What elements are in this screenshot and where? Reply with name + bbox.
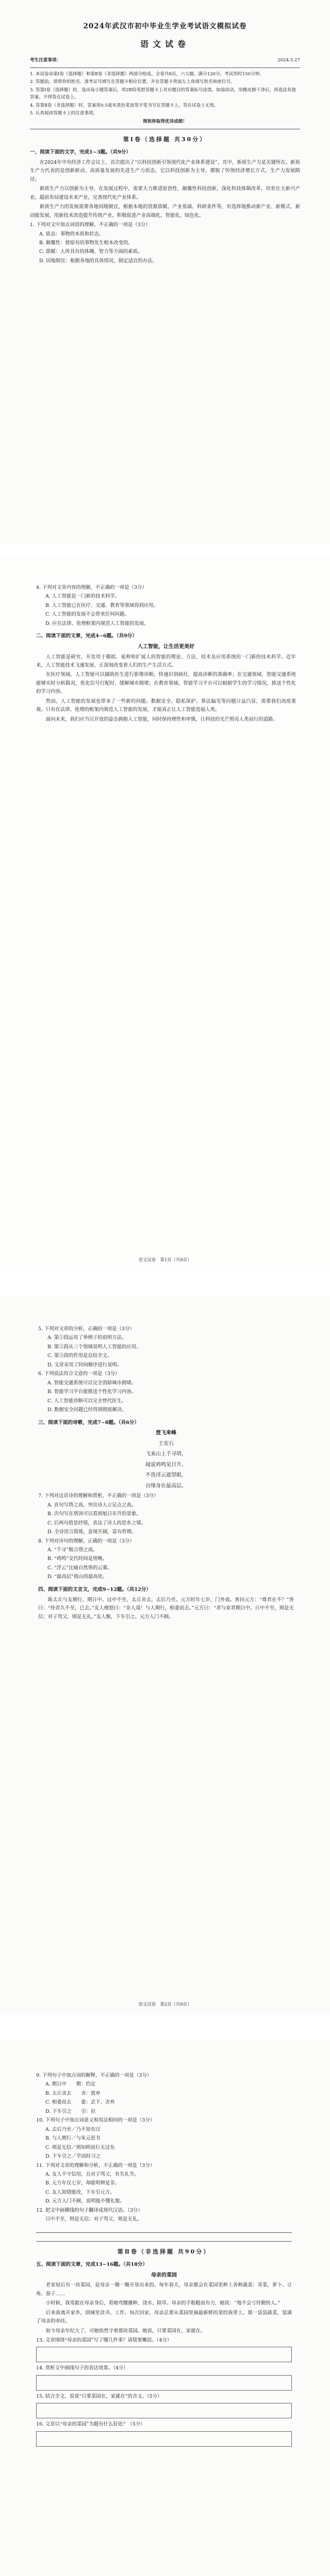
- option-a: A. “千寻”极言塔之高。: [47, 1547, 98, 1553]
- option-c: C. 人工智能诊断可以完全替代医生。: [47, 1398, 127, 1404]
- passage-paragraph: 面向未来，我们应当以开放的姿态拥抱人工智能，同时保持理性和审慎，让科技的光芒照亮人类前行的道路。: [45, 716, 278, 722]
- question-stem: 14. 赏析文中画线句子的表达效果。（4分）: [36, 2365, 128, 2371]
- translation-sentence: 日中不至，则是无信；对子骂父，则是无礼。: [45, 2216, 142, 2223]
- option-d: D. 应在法律、伦理框架内规范人工智能的发展。: [45, 620, 149, 626]
- option-b: B. 太丘舍去 舍：放弃: [45, 2090, 101, 2096]
- wish-text: 预祝你取得优异成绩！: [143, 119, 187, 125]
- question-heading: 四、阅读下面的文言文，完成9~12题。（共12分）: [38, 1586, 151, 1592]
- answer-line: [36, 2234, 292, 2242]
- option-d: D. “最高层”指山的最高处。: [47, 1574, 108, 1580]
- option-d: D. 下车引之／学而时习之: [45, 2154, 101, 2160]
- option-a: A. 去后乃至／乃不知有汉: [45, 2126, 101, 2132]
- passage-paragraph: 然而，人工智能的发展也带来了一些新的问题。数据安全、隐私保护、算法偏见等问题日益凸显，需要我们高度重视。只有在法律、伦理的框架内规范人工智能的发展，才能真正让人工智能造福人类。: [36, 698, 296, 713]
- question-stem: 10. 下列句子中加点词意义和用法相同的一项是（3分）: [36, 2117, 155, 2124]
- poem-line: 不畏浮云遮望眼，: [145, 1472, 187, 1479]
- passage-paragraph: 陈太丘与友期行，期日中。过中不至，太丘舍去，去后乃至。元方时年七岁，门外戏。客问元方：“尊君在不？”答曰：“待君久不至，已去。”友人便怒曰：“非人哉！与人期行，相委而去。”元方曰：“君与家君期日中。日中不至，则是无信；对子骂父，则是无礼。”友人惭，下车引之。元方入门不顾。: [38, 1597, 294, 1620]
- option-b: B. 颠覆性：使原有的事物发生根本改变的。: [39, 240, 133, 246]
- question-stem: 13. 文章围绕“母亲的菜园”写了哪几件事？请简要概括。（4分）: [36, 2337, 172, 2343]
- answer-box: [36, 2375, 292, 2391]
- option-c: C. 禀赋：人所具有的体魄、智力等方面的素质。: [39, 249, 143, 255]
- exam-subtitle: 语文试卷: [140, 39, 190, 49]
- question-stem: 7. 下列对这首诗的理解和赏析，不正确的一项是（3分）: [38, 1493, 159, 1499]
- page-content: [30, 21, 300, 266]
- poem-line: 闻说鸡鸣见日升。: [145, 1462, 187, 1468]
- passage-title: 母亲的菜园: [151, 2272, 177, 2278]
- option-c: C. “浮云”比喻自然界的云雾。: [47, 1565, 112, 1571]
- instruction-item: 2. 答题前，请将你的姓名、准考证号填写在答题卡相应位置，并在答题卡背面左上角填写姓名和座位号。: [30, 79, 235, 85]
- answer-box: [36, 2347, 292, 2362]
- answer-box: [36, 2431, 292, 2447]
- exam-page-3: [0, 1296, 330, 2014]
- question-stem: 4. 下列对文章内容的理解，不正确的一项是（3分）: [36, 585, 147, 590]
- question-stem: 12. 把文中画横线的句子翻译成现代汉语。（3分）: [36, 2207, 143, 2213]
- answer-line: [36, 2225, 292, 2233]
- option-a: A. 期日中 期：约定: [45, 2081, 96, 2088]
- option-d: D. 数据安全问题已经得到彻底解决。: [47, 1407, 127, 1413]
- passage-paragraph: 在2024年中央经济工作会议上，首次提出了“以科技创新引领现代化产业体系建设”，其中，新质生产力是关键所在。新质生产力代表的是创新驱动、高质量发展的先进生产力质态，它以科技创新为主导，摆脱了传统经济增长方式、生产力发展路径。: [30, 159, 300, 182]
- passage-paragraph: 人工智能是研究、开发用于模拟、延伸和扩展人的智能的理论、方法、技术及应用系统的一门新的技术科学。近年来，人工智能技术飞速发展，正深刻改变着人们的生产生活方式。: [36, 654, 296, 668]
- question-stem: 6. 下列说法符合文意的一项是（3分）: [38, 1371, 120, 1377]
- option-c: C. 相委而去 委：丢下、舍弃: [45, 2099, 115, 2106]
- option-a: A. 第①段运用了举例子的说明方法。: [47, 1335, 127, 1341]
- answer-box: [36, 2403, 292, 2418]
- question-stem: 5. 下列对文章的分析，正确的一项是（3分）: [38, 1326, 135, 1332]
- question-stem: 1. 下列对文中加点词语的理解，不正确的一项是（3分）: [30, 222, 151, 228]
- poem-title: 登飞来峰: [156, 1430, 176, 1436]
- option-c: C. 友人知错能改，下车引元方。: [45, 2189, 115, 2195]
- option-c: C. 后两句借景抒情，表达了诗人的思乡之情。: [47, 1520, 146, 1526]
- option-b: B. 第②段从三个领域说明人工智能的应用。: [47, 1344, 141, 1350]
- page-content: [36, 583, 296, 725]
- passage-paragraph: 在医疗领域，人工智能可以辅助医生进行影像诊断，快速识别病灶，提高诊断的准确率；在交通领域，智能交通系统能够实时分析路况，优化信号灯配时，缓解城市拥堵；在教育领域，智能学习平台可以根据学生的学习情况，推送个性化的学习内容。: [36, 672, 296, 695]
- page-gap: [0, 1270, 330, 1296]
- question-heading: 一、阅读下面的文字，完成1~3题。（共9分）: [30, 149, 131, 156]
- option-c: C. 第③段的作用是总结全文。: [47, 1353, 112, 1359]
- page-footer: 语文试卷 第2页（共8页）: [138, 2002, 192, 2007]
- passage-paragraph: 老家屋后有一块菜园，是母亲一锄一锄开垦出来的。每年春天，母亲都会在菜园里种上各种蔬菜：青菜、萝卜、豆角、茄子……: [36, 2282, 292, 2297]
- passage-paragraph: 后来我离开家乡，到城里读书、工作。每次回家，母亲总要从菜园里摘最新鲜的菜给我带上。那一袋袋蔬菜，装满了母亲的牵挂。: [36, 2310, 292, 2325]
- question-stem: 9. 下列句子中加点词的解释，不正确的一项是（3分）: [36, 2073, 152, 2078]
- instruction-item: 3. 答第Ⅰ卷（选择题）时，选出每小题答案后，用2B铅笔把答题卡上对应题目的答案标号涂黑。如需改动，用橡皮擦干净后，再选涂其他答案。不得答在试卷上。: [30, 88, 296, 100]
- passage-paragraph: 新质生产力的发展需要各地因地制宜，根据本地的资源禀赋、产业基础、科研条件等，有选择地推动新产业、新模式、新动能发展，用新技术改造提升传统产业，积极促进产业高端化、智能化、绿色化。: [30, 204, 300, 218]
- option-a: A. 首句写塔之高，突出诗人立足点之高。: [47, 1502, 137, 1508]
- instruction-head: 考生注意事项：: [30, 57, 61, 63]
- exam-page-4: [0, 2040, 330, 2576]
- divider: [30, 67, 300, 68]
- exam-title: 2024年武汉市初中毕业生学业考试语文模拟试卷: [83, 22, 247, 30]
- page-content: [38, 1325, 294, 1622]
- option-d: D. 全诗语言简练，意境开阔，富有哲理。: [47, 1529, 137, 1535]
- page-content: [36, 2071, 292, 2449]
- exam-page-2: [0, 556, 330, 1270]
- question-stem: 8. 下列对诗句的理解，正确的一项是（3分）: [38, 1538, 135, 1544]
- option-b: B. 智能学习平台能推送个性化学习内容。: [47, 1389, 137, 1395]
- option-d: D. 元方入门不顾，说明他不懂礼貌。: [45, 2198, 125, 2205]
- instruction-item: 5. 认真阅读答题卡上的注意事项。: [30, 111, 98, 116]
- option-d: D. 下车引之 引：拉: [45, 2108, 96, 2114]
- option-b: B. 元方年仅七岁，却能明辨是非。: [45, 2180, 120, 2187]
- question-heading: 五、阅读下面的文章，完成13~16题。（共18分）: [36, 2261, 147, 2267]
- option-b: B. 人工智能已在医疗、交通、教育等领域得到应用。: [45, 602, 159, 608]
- section-heading: 第Ⅰ卷（选择题 共30分）: [123, 135, 207, 143]
- page-footer: 语文试卷 第1页（共8页）: [138, 1257, 192, 1262]
- page-gap: [0, 544, 330, 556]
- option-b: B. “鸡鸣”交代时间是傍晚。: [47, 1556, 108, 1562]
- option-c: C. 则是无信／则知明而行无过矣: [45, 2144, 115, 2150]
- option-c: C. 人工智能的发展不会带来任何问题。: [45, 612, 129, 618]
- option-a: A. 智能交通系统可以完全消除城市拥堵。: [47, 1380, 137, 1386]
- option-a: A. 人工智能是一门新的技术科学。: [45, 594, 120, 600]
- question-stem: 16. 文章以“母亲的菜园”为题有什么好处？（5分）: [36, 2421, 145, 2428]
- question-stem: 15. 结合全文，说说“只要菜园在，家就在”的含义。（5分）: [36, 2393, 162, 2399]
- passage-paragraph: 新质生产力以创新为主导，在发展过程中，需要大力推进原创性、颠覆性科技创新，深化科技体制改革，培育壮大新兴产业，超前布局建设未来产业，完善现代化产业体系。: [30, 186, 300, 200]
- poem-author: 王安石: [158, 1440, 174, 1447]
- question-stem: 11. 下列对文章的理解和分析，不正确的一项是（3分）: [36, 2162, 155, 2168]
- passage-paragraph: 小时候，我常跟在母亲身后，看她弯腰播种、浇水、除草。母亲的手粗糙而有力，她说：“地不会亏待勤快人。”: [45, 2300, 280, 2307]
- poem-line: 自缘身在最高层。: [145, 1483, 187, 1489]
- question-heading: 三、阅读下面的诗歌，完成7~8题。（共6分）: [38, 1419, 139, 1426]
- meta-row: [30, 57, 300, 64]
- page-gap: [0, 2014, 330, 2040]
- instruction-item: 1. 本试卷由第Ⅰ卷（选择题）和第Ⅱ卷（非选择题）两部分组成。全卷共8页，六大题，满分120分。考试用时150分钟。: [30, 71, 264, 77]
- exam-date: 2024.5.27: [277, 57, 300, 63]
- question-heading: 二、阅读下面的文章，完成4~6题。（共9分）: [36, 633, 137, 639]
- section-heading: 第Ⅱ卷（非选择题 共90分）: [117, 2248, 211, 2255]
- passage-paragraph: 如今母亲年纪大了，可她依然守着那块菜园。她说，只要菜园在，家就在。: [45, 2328, 206, 2334]
- option-d: D. 因地制宜：根据各地的具体情况，制定适宜的办法。: [39, 258, 157, 264]
- exam-page-1: [0, 0, 330, 544]
- option-a: A. 质态：事物的本质和状态。: [39, 231, 104, 237]
- option-b: B. 次句写在塔顶可以看到旭日东升的景象。: [47, 1511, 141, 1517]
- instruction-item: 4. 答第Ⅱ卷（非选择题）时，答案用0.5毫米黑色笔迹签字笔书写在答题卡上。答在试卷上无效。: [30, 103, 219, 108]
- poem-line: 飞来山上千寻塔，: [145, 1451, 187, 1458]
- option-a: A. 友人不守信用，且对子骂父，有失礼节。: [45, 2171, 139, 2177]
- option-b: B. 与人期行／与朱元思书: [45, 2136, 101, 2142]
- option-d: D. 文章采用了时间顺序进行说明。: [47, 1362, 122, 1368]
- passage-title: 人工智能，让生活更美好: [138, 644, 194, 650]
